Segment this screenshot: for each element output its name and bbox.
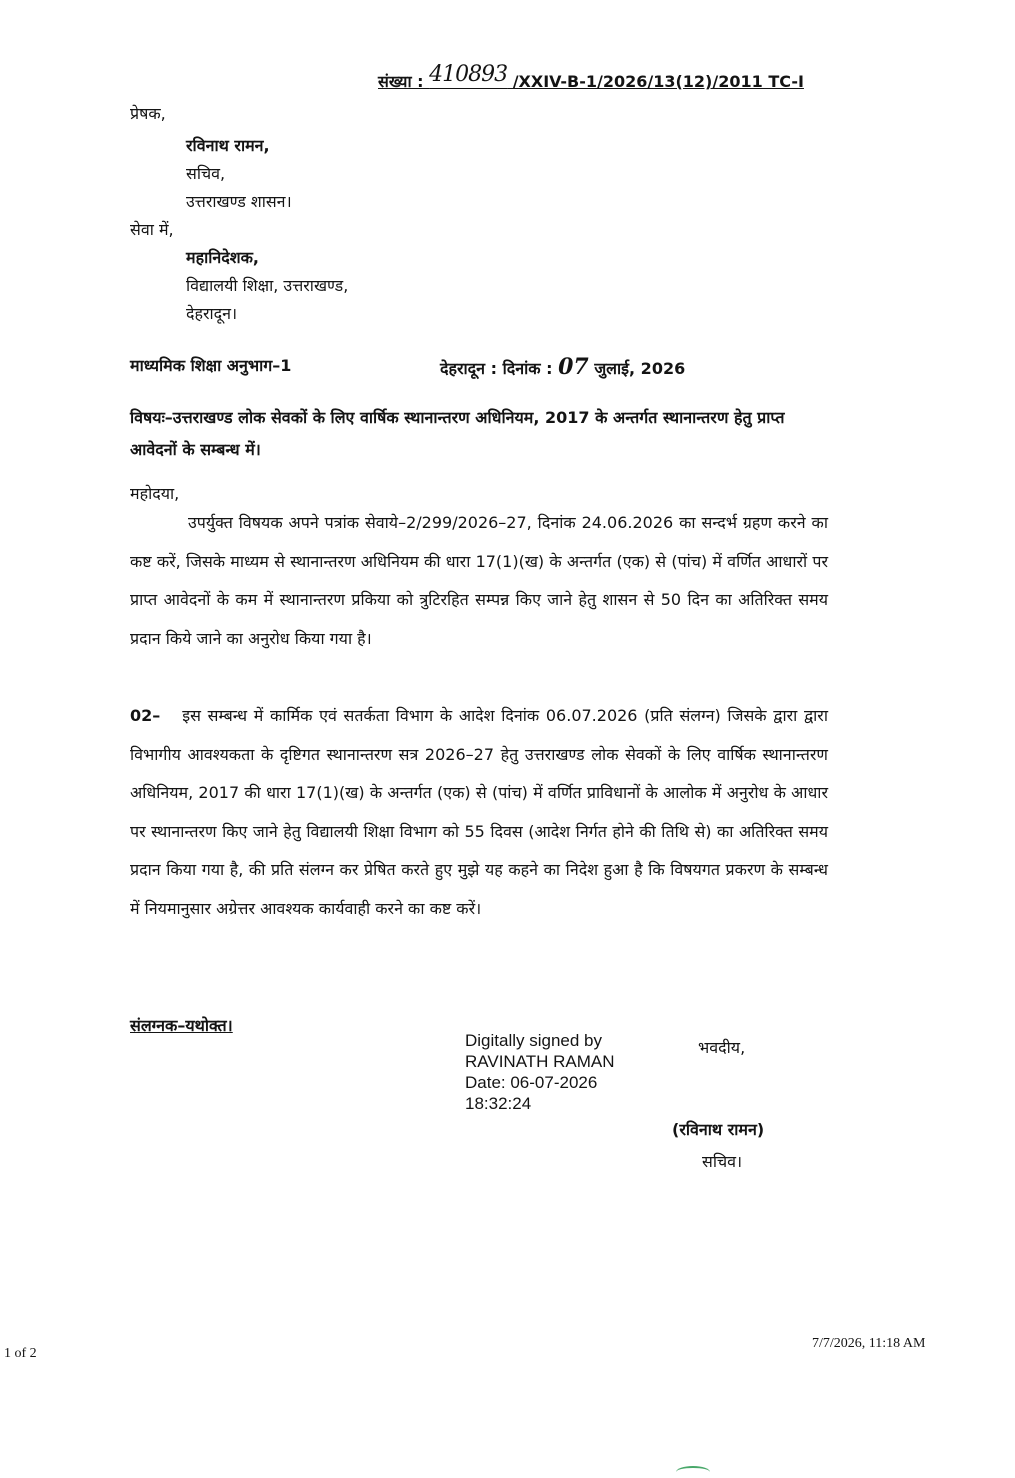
handwritten-day: 07: [558, 354, 589, 380]
signatory-name: (रविनाथ रामन): [672, 1120, 765, 1139]
digital-signature: [465, 1030, 635, 1114]
recipient-label: सेवा में,: [130, 220, 174, 239]
paragraph-2-number: 02–: [130, 706, 161, 725]
reference-number: [378, 62, 804, 93]
digital-signature-line-1: Digitally signed by: [465, 1031, 603, 1050]
paragraph-2: [130, 697, 828, 928]
recipient-department: विद्यालयी शिक्षा, उत्तराखण्ड,: [186, 276, 349, 295]
paragraph-2-text: इस सम्बन्ध में कार्मिक एवं सतर्कता विभाग के आदेश दिनांक 06.07.2026 (प्रति संलग्न) जिसके द्वारा द्वारा विभागीय आवश्यकता के दृष्टिगत स्थानान्तरण सत्र 2026–27 हेतु उत्तराखण्ड लोक सेवकों के लिए वार्षिक स्थानान्तरण अधिनियम, 2017 की धारा 17(1)(ख) के अन्तर्गत (एक) से (पांच) में वर्णित प्राविधानों के आलोक में अनुरोध के आधार पर स्थानान्तरण किए जाने हेतु विद्यालयी शिक्षा विभाग को 55 दिवस (आदेश निर्गत होने की तिथि से) का अतिरिक्त समय प्रदान किया गया है, की प्रति संलग्न कर प्रेषित करते हुए मुझे यह कहने का निदेश हुआ है कि विषयगत प्रकरण के सम्बन्ध में नियमानुसार अग्रेत्तर आवश्यक कार्यवाही करने का कष्ट करें।: [130, 706, 828, 918]
reference-handwritten-number: 410893: [429, 62, 508, 87]
sender-name: रविनाथ रामन,: [186, 136, 270, 155]
section-name: माध्यमिक शिक्षा अनुभाग–1: [130, 356, 292, 375]
stamp-fragment: [676, 1466, 710, 1478]
page-number: 1 of 2: [4, 1346, 37, 1361]
reference-code: /XXIV-B-1/2026/13(12)/2011 TC-I: [507, 72, 804, 91]
sender-organization: उत्तराखण्ड शासन।: [186, 192, 292, 211]
sender-label: प्रेषक,: [130, 104, 166, 123]
digital-signature-line-3: Date: 06-07-2026: [465, 1073, 598, 1092]
subject: विषयः–उत्तराखण्ड लोक सेवकों के लिए वार्षिक स्थानान्तरण अधिनियम, 2017 के अन्तर्गत स्थानान्तरण हेतु प्राप्त आवेदनों के सम्बन्ध में।: [130, 408, 785, 459]
date-line: [440, 354, 685, 380]
salutation: महोदया,: [130, 484, 180, 503]
recipient-city: देहरादून।: [186, 304, 238, 323]
sender-designation: सचिव,: [186, 164, 226, 183]
enclosure-note: संलग्नक–यथोक्त।: [130, 1016, 233, 1035]
month-year: जुलाई, 2026: [594, 359, 686, 378]
paragraph-1: उपर्युक्त विषयक अपने पत्रांक सेवाये–2/299/2026–27, दिनांक 24.06.2026 का सन्दर्भ ग्रहण करने का कष्ट करें, जिसके माध्यम से स्थानान्तरण अधिनियम की धारा 17(1)(ख) के अन्तर्गत (एक) से (पांच) में वर्णित आधारों पर प्राप्त आवेदनों के कम में स्थानान्तरण प्रकिया को त्रुटिरहित सम्पन्न किए जाने हेतु शासन से 50 दिन का अतिरिक्त समय प्रदान किये जाने का अनुरोध किया गया है।: [130, 513, 828, 648]
signatory-designation: सचिव।: [702, 1152, 743, 1171]
reference-prefix: संख्या :: [378, 72, 430, 91]
closing: भवदीय,: [698, 1038, 746, 1057]
digital-signature-line-4: 18:32:24: [465, 1094, 532, 1113]
digital-signature-line-2: RAVINATH RAMAN: [465, 1052, 615, 1071]
place-date-label: देहरादून : दिनांक :: [440, 359, 553, 378]
print-timestamp: 7/7/2026, 11:18 AM: [812, 1336, 926, 1351]
recipient-title: महानिदेशक,: [186, 248, 259, 267]
